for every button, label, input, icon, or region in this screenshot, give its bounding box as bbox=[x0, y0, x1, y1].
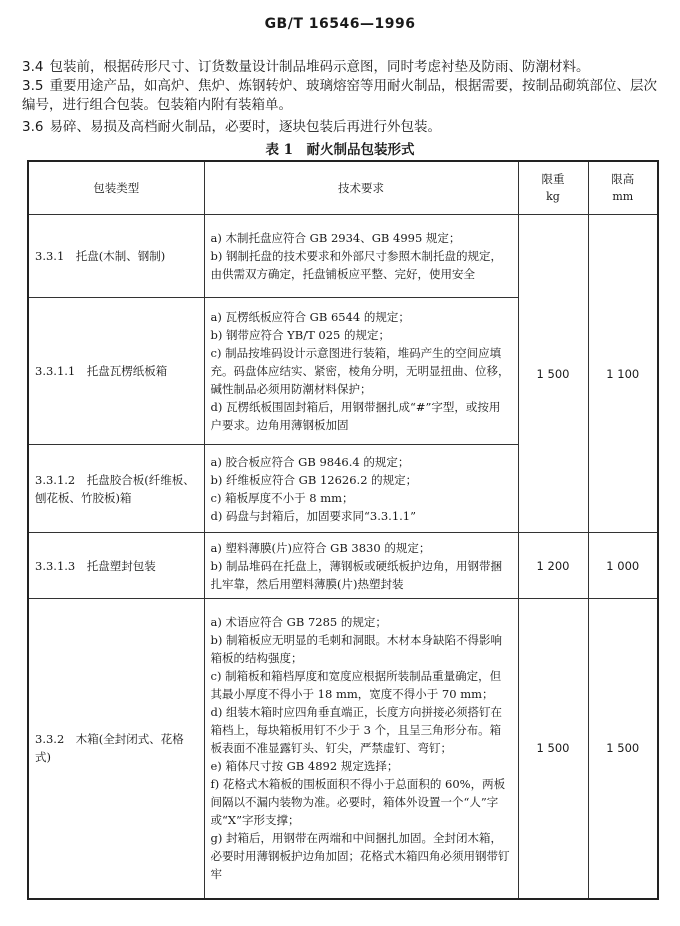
row-requirements bbox=[204, 298, 518, 445]
requirement-item: b) 制品堆码在托盘上，薄钢板或硬纸板护边角，用钢带捆扎牢靠，然后用塑料薄膜(片)热塑封装 bbox=[210, 558, 503, 591]
row-requirements bbox=[204, 445, 518, 533]
header-weight-label: 限重 bbox=[541, 172, 565, 186]
requirement-item: b) 纤维板应符合 GB 12626.2 的规定； bbox=[210, 472, 418, 487]
row-type: 3.3.1 托盘(木制、钢制) bbox=[28, 215, 204, 298]
header-height-label: 限高 bbox=[611, 172, 635, 186]
requirement-item: d) 组装木箱时应四角垂直端正，长度方向拼接必须搭钉在箱档上，每块箱板用钉不少于 3 个，且呈三角形分布。箱板表面不准显露钉头、钉尖，严禁虚钉、弯钉； bbox=[210, 705, 503, 756]
requirement-item: d) 码盘与封箱后，加固要求同“3.3.1.1” bbox=[210, 508, 416, 523]
row-weight-merged: 1 500 bbox=[518, 215, 588, 533]
requirement-item: c) 制箱板和箱档厚度和宽度应根据所装制品重量确定，但其最小厚度不得小于 18 mm，宽度不得小于 70 mm； bbox=[210, 669, 502, 702]
row-type: 3.3.1.2 托盘胶合板(纤维板、刨花板、竹胶板)箱 bbox=[28, 445, 204, 533]
clause-number: 3.4 bbox=[22, 59, 44, 75]
table-caption: 表 1 耐火制品包装形式 bbox=[265, 142, 415, 158]
paragraph-3-6 bbox=[22, 118, 662, 137]
table-header-row bbox=[28, 161, 658, 215]
clause-text: 易碎、易损及高档耐火制品，必要时，逐块包装后再进行外包装。 bbox=[49, 119, 441, 135]
header-weight-unit: kg bbox=[546, 190, 560, 203]
requirement-item: g) 封箱后，用钢带在两端和中间捆扎加固。全封闭木箱，必要时用薄钢板护边角加固；花格式木箱四角必须用钢带钉牢 bbox=[210, 831, 510, 882]
table-row bbox=[28, 215, 658, 298]
header-requirements: 技术要求 bbox=[204, 161, 518, 215]
requirement-item: a) 瓦楞纸板应符合 GB 6544 的规定； bbox=[210, 310, 410, 324]
row-weight: 1 500 bbox=[518, 599, 588, 899]
requirement-item: c) 箱板厚度不小于 8 mm； bbox=[210, 490, 354, 505]
header-height-unit: mm bbox=[612, 190, 634, 203]
header-height bbox=[588, 161, 658, 215]
table-row bbox=[28, 533, 658, 599]
requirement-item: d) 瓦楞纸板围固封箱后，用钢带捆扎成“#”字型，或按用户要求。边角用薄钢板加固 bbox=[210, 400, 501, 432]
requirement-item: b) 制箱板应无明显的毛刺和洞眼。木材本身缺陷不得影响箱板的结构强度； bbox=[210, 633, 503, 666]
page-header: GB/T 16546—1996 bbox=[264, 16, 416, 32]
row-requirements bbox=[204, 215, 518, 298]
requirement-item: a) 胶合板应符合 GB 9846.4 的规定； bbox=[210, 454, 410, 469]
packaging-table bbox=[27, 160, 659, 900]
row-type: 3.3.2 木箱(全封闭式、花格式) bbox=[28, 599, 204, 899]
row-weight: 1 200 bbox=[518, 533, 588, 599]
row-height: 1 500 bbox=[588, 599, 658, 899]
requirement-item: a) 术语应符合 GB 7285 的规定； bbox=[210, 615, 387, 630]
row-requirements bbox=[204, 599, 518, 899]
requirement-item: a) 木制托盘应符合 GB 2934、GB 4995 规定； bbox=[210, 231, 461, 245]
paragraph-3-5 bbox=[22, 77, 662, 115]
requirement-item: a) 塑料薄膜(片)应符合 GB 3830 的规定； bbox=[210, 540, 431, 555]
requirement-item: b) 钢带应符合 YB/T 025 的规定； bbox=[210, 328, 391, 342]
requirement-item: b) 钢制托盘的技术要求和外部尺寸参照木制托盘的规定，由供需双方确定，托盘铺板应平整、完好，使用安全 bbox=[210, 249, 503, 281]
table-row bbox=[28, 599, 658, 899]
row-requirements bbox=[204, 533, 518, 599]
row-height: 1 000 bbox=[588, 533, 658, 599]
paragraph-3-4 bbox=[22, 58, 662, 77]
requirement-item: e) 箱体尺寸按 GB 4892 规定选择； bbox=[210, 759, 399, 774]
header-weight bbox=[518, 161, 588, 215]
requirement-item: f) 花格式木箱板的围板面积不得小于总面积的 60%，两板间隔以不漏内装物为准。必要时，箱体外设置一个“人”字或“X”字形支撑； bbox=[210, 777, 506, 828]
clause-number: 3.6 bbox=[22, 119, 44, 135]
row-height-merged: 1 100 bbox=[588, 215, 658, 533]
clause-text: 重要用途产品，如高炉、焦炉、炼钢转炉、玻璃熔窑等用耐火制品，根据需要，按制品砌筑部位、层次编号，进行组合包装。包装箱内附有装箱单。 bbox=[22, 78, 657, 113]
clause-number: 3.5 bbox=[22, 78, 44, 94]
clause-text: 包装前，根据砖形尺寸、订货数量设计制品堆码示意图，同时考虑衬垫及防雨、防潮材料。 bbox=[49, 59, 590, 75]
row-type: 3.3.1.1 托盘瓦楞纸板箱 bbox=[28, 298, 204, 445]
header-type: 包装类型 bbox=[28, 161, 204, 215]
row-type: 3.3.1.3 托盘塑封包装 bbox=[28, 533, 204, 599]
requirement-item: c) 制品按堆码设计示意图进行装箱，堆码产生的空间应填充。码盘体应结实、紧密，棱角分明，无明显扭曲、位移，碱性制品必须用防潮材料保护； bbox=[210, 346, 510, 396]
